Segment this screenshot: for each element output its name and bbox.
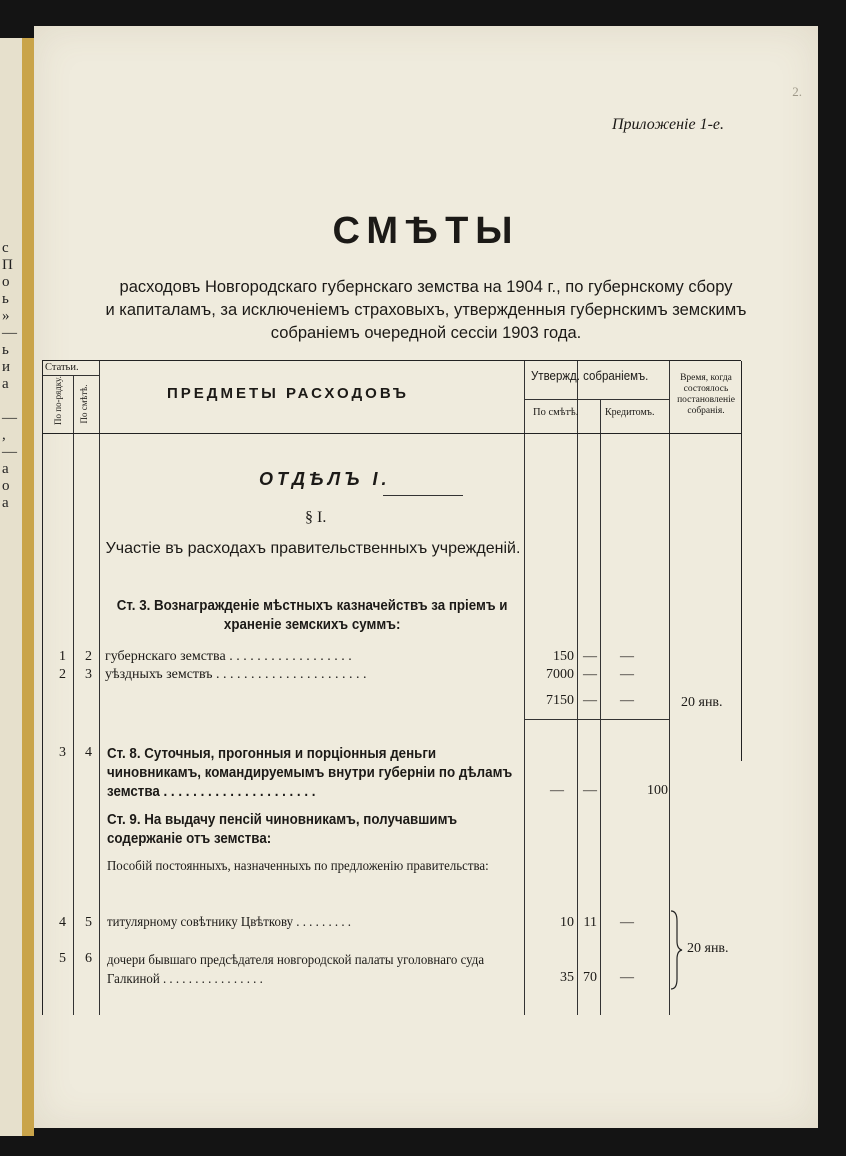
- section-title: Участіе въ расходахъ правительственныхъ учрежденій.: [105, 540, 521, 557]
- row-label: дочери бывшаго предсѣдателя новгородской палаты уголовнаго суда Галкиной . . . . . . . . . . . . . . . .: [107, 953, 485, 987]
- curly-brace: [669, 909, 683, 991]
- rub-value: 150: [553, 649, 574, 664]
- credit-header: Кредитомъ.: [605, 407, 655, 418]
- left-page-glyph: —: [2, 444, 17, 460]
- row-number: 3: [59, 745, 66, 760]
- total-kop: —: [583, 693, 597, 708]
- header-divider: [43, 375, 99, 376]
- row-label: уѣздныхъ земствъ . . . . . . . . . . . . . . . . . . . . . .: [105, 667, 367, 682]
- article-3-title: Ст. 3. Вознагражденіе мѣстныхъ казначействъ за пріемъ и храненіе земскихъ суммъ:: [116, 598, 508, 633]
- time-header: Время, когда состоялось постановленіе собранія.: [677, 373, 735, 416]
- article-9-title: Ст. 9. На выдачу пенсій чиновникамъ, получавшимъ содержаніе отъ земства:: [107, 812, 458, 847]
- col-divider: [99, 361, 100, 1015]
- left-page-glyph: —: [2, 325, 17, 341]
- kop-value: 11: [583, 915, 597, 930]
- total-rub: 7150: [546, 693, 574, 708]
- rub-value: 35: [560, 970, 574, 985]
- left-page-glyph: а: [2, 461, 9, 477]
- row-number: 4: [59, 915, 66, 930]
- left-page-glyph: с: [2, 240, 9, 256]
- subtitle-line: расходовъ Новгородскаго губернскаго земства на 1904 г., по губернскому сбору: [119, 278, 733, 296]
- row-label-text: уѣздныхъ земствъ: [105, 667, 213, 682]
- expense-table: [42, 360, 741, 1015]
- book-binding-edge: [22, 38, 34, 1136]
- kop-value: 70: [583, 970, 597, 985]
- row-label: титулярному совѣтнику Цвѣткову . . . . . . . . .: [107, 915, 352, 930]
- row-label-text: титулярному совѣтнику Цвѣткову: [107, 915, 294, 930]
- left-page-glyph: а: [2, 376, 9, 392]
- row-number: 5: [59, 951, 66, 966]
- estimate-number: 4: [85, 745, 92, 760]
- left-page-glyph: а: [2, 495, 9, 511]
- subtitle-line: и капиталамъ, за исключеніемъ страховыхъ, утвержденныя губернскимъ земскимъ: [105, 301, 747, 319]
- by-estimate-header: По смѣтѣ.: [79, 384, 89, 424]
- kop-value: —: [583, 649, 597, 664]
- document-title: СМѢТЫ: [332, 210, 520, 252]
- credit-value: 100: [647, 783, 668, 798]
- department-title: ОТДѢЛЪ I.: [259, 469, 391, 489]
- rub-value: —: [550, 783, 564, 798]
- left-page-text: [2, 240, 20, 512]
- approved-header: Утвержд. собраніемъ.: [531, 369, 649, 383]
- session-date: 20 янв.: [681, 695, 723, 710]
- rub-value: 7000: [546, 667, 574, 682]
- left-page-glyph: »: [2, 308, 10, 324]
- left-page-glyph: и: [2, 359, 11, 375]
- row-label-text: дочери бывшаго предсѣдателя новгородской палаты уголовнаго суда Галкиной: [107, 953, 485, 987]
- header-divider: [524, 399, 669, 400]
- row-number: 1: [59, 649, 66, 664]
- document-subtitle: [44, 276, 808, 345]
- kop-value: —: [583, 667, 597, 682]
- left-page-glyph: о: [2, 274, 10, 290]
- rub-value: 10: [560, 915, 574, 930]
- items-header: ПРЕДМЕТЫ РАСХОДОВЪ: [167, 385, 409, 402]
- left-page-glyph: [2, 393, 20, 410]
- left-page-glyph: ь: [2, 291, 9, 307]
- subtitle-line: собраніемъ очередной сессіи 1903 года.: [270, 324, 582, 342]
- left-page-glyph: П: [2, 257, 13, 273]
- per-estimate-header: По смѣтѣ.: [533, 407, 579, 418]
- estimate-number: 6: [85, 951, 92, 966]
- col-divider: [73, 375, 74, 1015]
- row-label: губернскаго земства . . . . . . . . . . . . . . . . . .: [105, 649, 352, 664]
- document-page: [34, 26, 818, 1128]
- total-credit: —: [620, 693, 634, 708]
- article-8-title: Ст. 8. Суточныя, прогонныя и порціонныя деньги чиновникамъ, командируемымъ внутри губерніи по дѣламъ земства . . . . . . . . . . . . . . . . . . . . .: [107, 746, 513, 800]
- paragraph-number: § I.: [305, 509, 327, 526]
- session-date: 20 янв.: [687, 941, 729, 956]
- appendix-label: Приложеніе 1-е.: [611, 116, 724, 133]
- credit-value: —: [620, 667, 634, 682]
- articles-header: Статьи.: [45, 362, 79, 373]
- left-page-glyph: — ,: [2, 410, 17, 443]
- estimate-number: 2: [85, 649, 92, 664]
- department-underline: [383, 495, 463, 496]
- row-number: 2: [59, 667, 66, 682]
- article-8-text: Ст. 8. Суточныя, прогонныя и порціонныя деньги чиновникамъ, командируемымъ внутри губерніи по дѣламъ земства: [107, 746, 513, 800]
- page-number: 2.: [792, 84, 802, 99]
- estimate-number: 5: [85, 915, 92, 930]
- left-page-glyph: ь: [2, 342, 9, 358]
- credit-value: —: [620, 915, 634, 930]
- kop-value: —: [583, 783, 597, 798]
- pensions-subtitle: Пособій постоянныхъ, назначенныхъ по предложенію правительства:: [107, 859, 489, 874]
- credit-value: —: [620, 970, 634, 985]
- col-divider: [741, 361, 742, 761]
- header-divider: [43, 433, 741, 434]
- estimate-number: 3: [85, 667, 92, 682]
- sum-line: [524, 719, 669, 720]
- by-order-header: По по-рядку.: [53, 376, 63, 425]
- credit-value: —: [620, 649, 634, 664]
- left-page-glyph: о: [2, 478, 10, 494]
- row-label-text: губернскаго земства: [105, 649, 226, 664]
